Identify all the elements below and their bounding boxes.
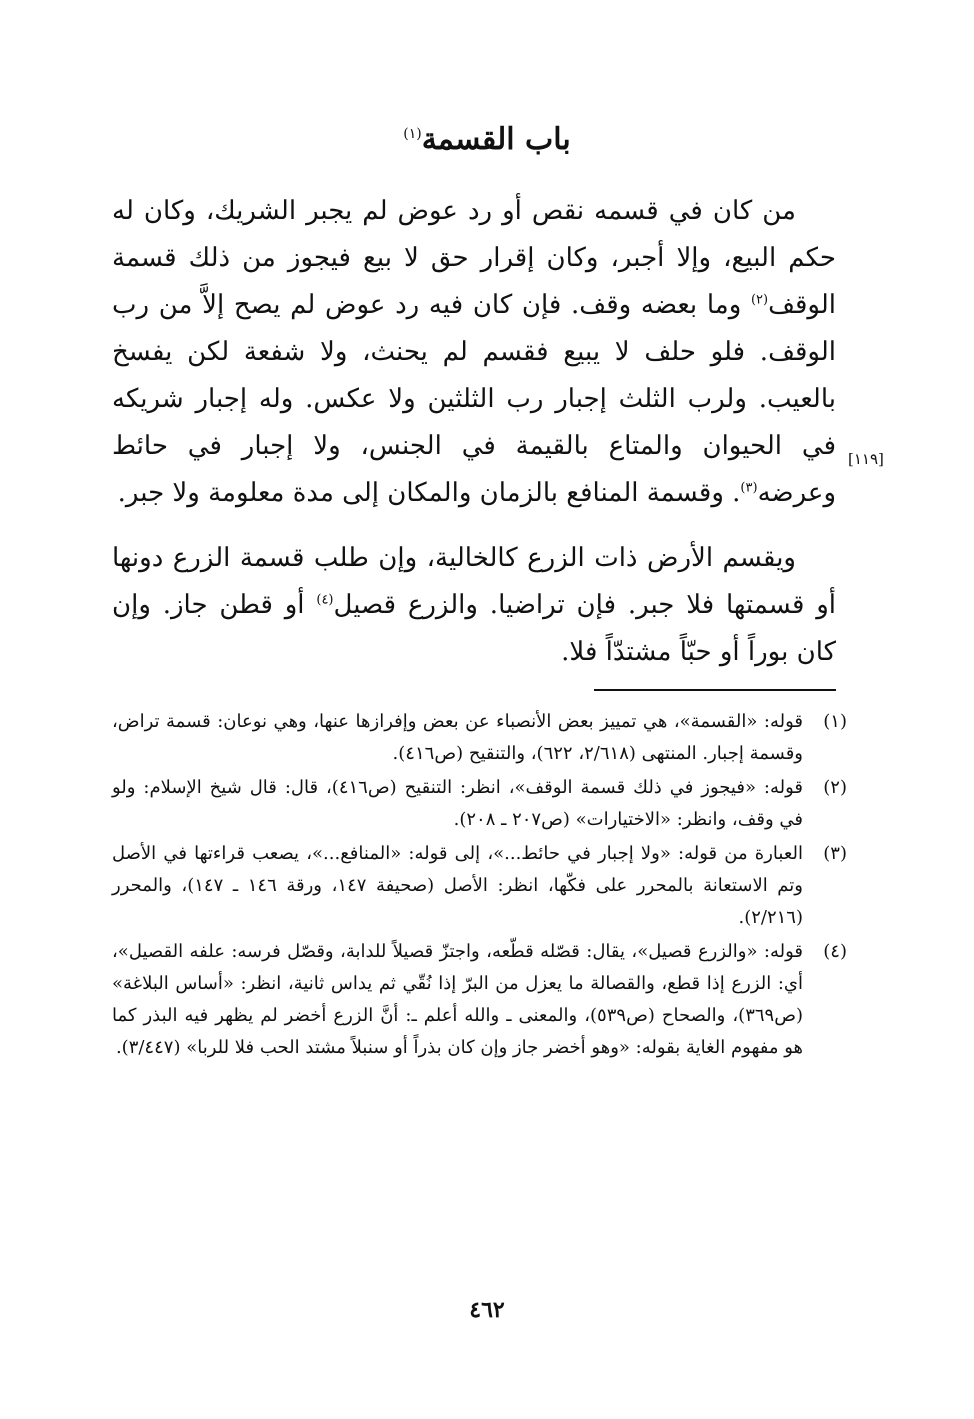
paragraph-2: [112, 535, 836, 676]
paragraph-1-text-a: من كان في قسمه نقص أو رد عوض لم يجبر الشريك، وكان له حكم البيع، وإلا أجبر، وكان إقرار حق لا بيع فيجوز من ذلك قسمة الوقف: [112, 196, 836, 320]
footnote-number: (١): [823, 711, 847, 732]
footnote-mark-2: (٢): [750, 292, 769, 308]
page-number: ٤٦٢: [469, 1297, 505, 1323]
footnote-separator: [594, 689, 836, 691]
footnote-text: قوله: «القسمة»، هي تمييز بعض الأنصباء عن بعض وإفرازها عنها، وهي نوعان: قسمة تراض، وقسمة إجبار. المنتهى (٢/٦١٨، ٦٢٢)، والتنقيح (ص٤١٦).: [112, 711, 803, 764]
paragraph-1-text-c: . وقسمة المنافع بالزمان والمكان إلى مدة معلومة ولا جبر.: [117, 478, 741, 508]
footnote-text: العبارة من قوله: «ولا إجبار في حائط...»، إلى قوله: «المنافع...»، يصعب قراءتها في الأصل وتم الاستعانة بالمحرر على فكّها، انظر: الأصل (صحيفة ١٤٧، ورقة ١٤٦ ـ ١٤٧)، والمحرر (٢/٢١٦).: [112, 843, 804, 928]
footnote-number: (٢): [823, 777, 847, 798]
footnotes: [112, 706, 847, 1066]
footnote-number: (٤): [823, 941, 847, 962]
paragraph-1: [112, 188, 836, 517]
manuscript-folio-ref: [١١٩]: [848, 450, 884, 468]
paragraph-2-text-a: ويقسم الأرض ذات الزرع كالخالية، وإن طلب قسمة الزرع دونها أو قسمتها فلا جبر. فإن تراضيا. والزرع قصيل: [112, 543, 836, 620]
footnote-1: [112, 706, 847, 770]
footnote-3: [112, 838, 847, 934]
title-footnote-mark: (١): [403, 126, 422, 142]
footnote-text: قوله: «والزرع قصيل»، يقال: قصّله قطّعه، واجتزّ قصيلاً للدابة، وقصّل فرسه: علفه القصيل»، أي: الزرع إذا قطع، والقصالة ما يعزل من البرّ إذا نُقّي ثم يداس ثانية، انظر: «أساس البلاغة» (ص٣٦٩)، والصحاح (ص٥٣٩)، والمعنى ـ والله أعلم ـ: أنَّ الزرع أخضر لم يظهر فيه البذر كما هو مفهوم الغاية بقوله: «وهو أخضر جاز وإن كان بذراً أو سنبلاً مشتد الحب فلا للربا» (٣/٤٤٧).: [112, 941, 804, 1058]
footnote-number: (٣): [823, 843, 847, 864]
footnote-2: [112, 772, 847, 836]
paragraph-2-text-b: أو قطن جاز. وإن كان بوراً أو حبّاً مشتدّاً فلا.: [112, 590, 836, 667]
footnote-mark-4: (٤): [316, 592, 334, 608]
footnote-mark-3: (٣): [740, 480, 758, 496]
footnote-4: [112, 936, 847, 1064]
chapter-title: [0, 122, 974, 157]
footnote-text: قوله: «فيجوز في ذلك قسمة الوقف»، انظر: التنقيح (ص٤١٦)، قال: قال شيخ الإسلام: ولو في وقف، وانظر: «الاختيارات» (ص٢٠٧ ـ ٢٠٨).: [112, 777, 804, 830]
paragraph-1-text-b: وما بعضه وقف. فإن كان فيه رد عوض لم يصح إلاَّ من رب الوقف. فلو حلف لا يبيع فقسم لم يحنث، ولا شفعة لكن يفسخ بالعيب. ولرب الثلث إجبار رب الثلثين ولا عكس. وله إجبار شريكه في الحيوان والمتاع بالقيمة في الجنس، ولا إجبار في حائط وعرضه: [112, 290, 836, 508]
chapter-title-text: باب القسمة: [421, 122, 571, 157]
